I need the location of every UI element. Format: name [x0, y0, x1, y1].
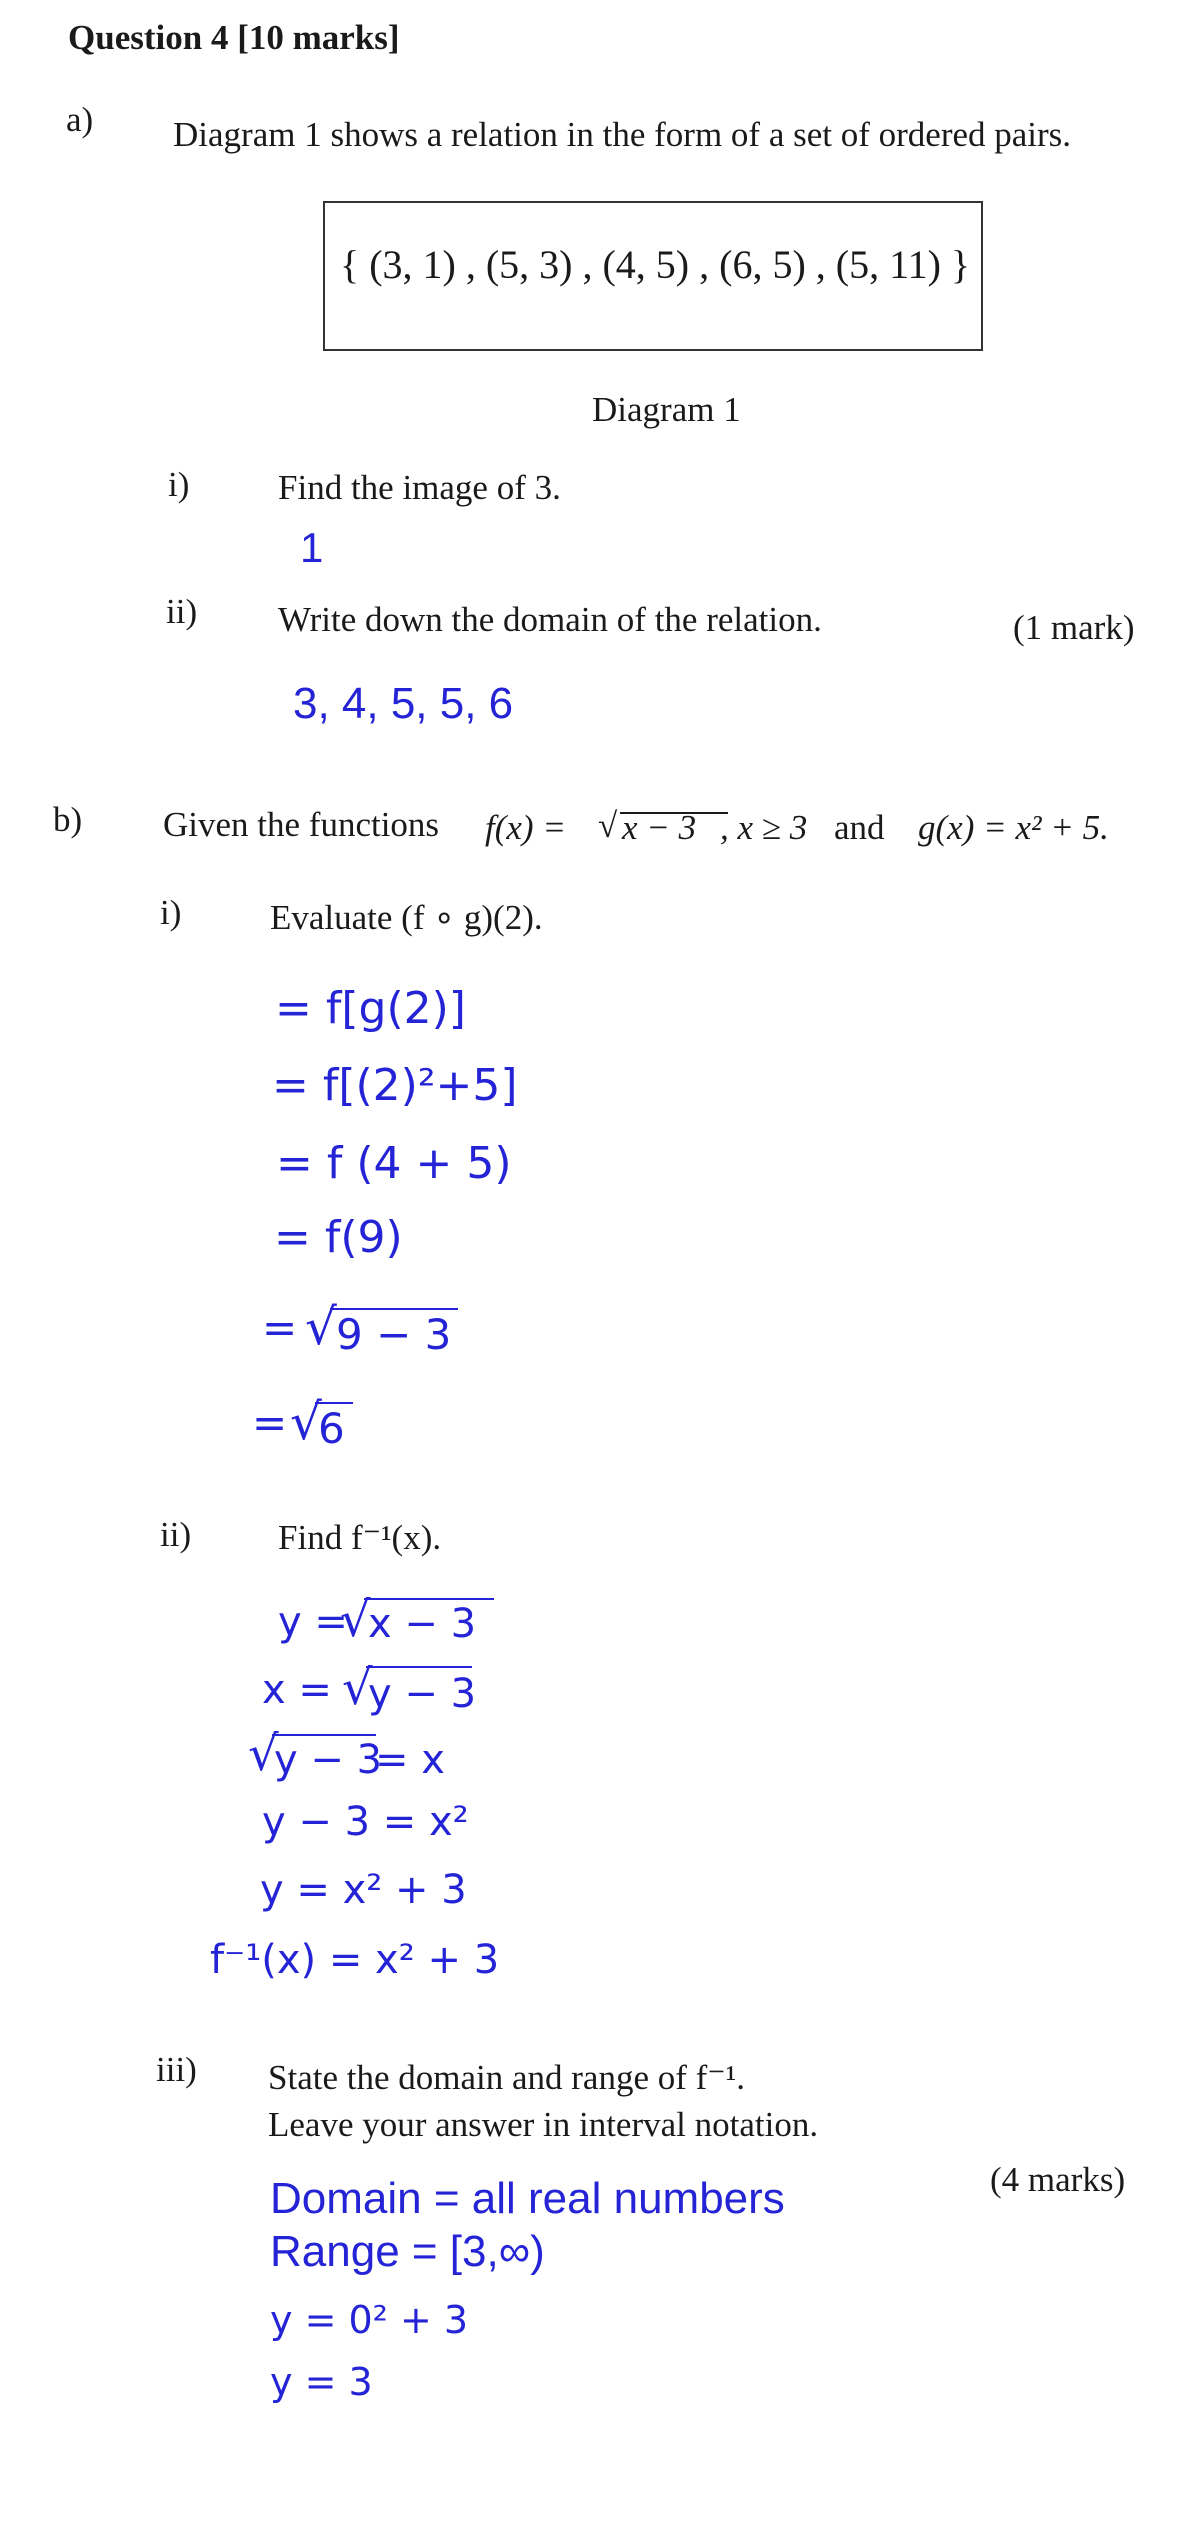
- sqrt-symbol-work-5: √: [305, 1298, 337, 1356]
- b-ii-work-1-lhs: y =: [278, 1599, 348, 1645]
- b-ii-work-3-rhs: = x: [375, 1737, 445, 1783]
- b-i-work-4: = f(9): [274, 1212, 403, 1263]
- b-i-work-2: = f[(2)²+5]: [272, 1060, 518, 1111]
- a-i-label: i): [168, 465, 190, 504]
- b-iii-label: iii): [156, 2050, 197, 2089]
- a-i-answer: 1: [300, 524, 324, 571]
- a-ii-question: Write down the domain of the relation.: [278, 600, 822, 639]
- b-ii-work-2-lhs: x =: [262, 1667, 332, 1713]
- b-iii-question-line1: State the domain and range of f⁻¹.: [268, 2058, 746, 2097]
- ii-2-radical-bar: [366, 1666, 472, 1668]
- and-word: and: [834, 808, 885, 847]
- b-i-label: i): [160, 893, 182, 932]
- b-i-work-6-eq: =: [252, 1398, 288, 1447]
- part-b-label: b): [53, 800, 83, 839]
- b-i-work-5-rad: 9 − 3: [336, 1310, 452, 1359]
- sqrt-symbol-ii-1: √: [340, 1592, 371, 1648]
- f-definition-lhs: f(x) =: [485, 808, 566, 847]
- b-iii-work-1: y = 0² + 3: [270, 2298, 469, 2342]
- b-ii-question: Find f⁻¹(x).: [278, 1518, 442, 1557]
- ii-3-radical-bar: [272, 1734, 376, 1736]
- range-answer: Range = [3,∞): [270, 2227, 545, 2276]
- b-i-question: Evaluate (f ∘ g)(2).: [270, 898, 543, 937]
- b-iii-marks: (4 marks): [990, 2160, 1126, 2199]
- a-i-question: Find the image of 3.: [278, 468, 561, 507]
- b-ii-work-4: y − 3 = x²: [262, 1799, 469, 1845]
- a-ii-answer: 3, 4, 5, 5, 6: [293, 679, 514, 728]
- f-radicand: x − 3: [622, 808, 697, 847]
- b-iii-work-2: y = 3: [270, 2360, 373, 2404]
- b-ii-work-3-rad: y − 3: [274, 1737, 383, 1783]
- ii-1-radical-bar: [364, 1598, 494, 1600]
- g-definition: g(x) = x² + 5.: [918, 808, 1109, 847]
- b-i-work-5-eq: =: [262, 1303, 298, 1352]
- b-i-work-3: = f (4 + 5): [276, 1138, 512, 1189]
- b-ii-work-1-rad: x − 3: [368, 1601, 477, 1647]
- sqrt-symbol-f: √: [598, 806, 618, 845]
- domain-answer: Domain = all real numbers: [270, 2174, 785, 2223]
- b-i-work-6-rad: 6: [318, 1404, 345, 1453]
- b-ii-work-5: y = x² + 3: [260, 1867, 467, 1913]
- sqrt-symbol-ii-3: √: [248, 1726, 279, 1782]
- a-ii-label: ii): [166, 592, 198, 631]
- diagram-caption: Diagram 1: [592, 390, 741, 429]
- a-ii-marks: (1 mark): [1013, 608, 1135, 647]
- part-b-intro: Given the functions: [163, 805, 440, 844]
- sqrt-symbol-ii-2: √: [342, 1660, 373, 1716]
- question-title: Question 4 [10 marks]: [68, 18, 400, 57]
- relation-set: { (3, 1) , (5, 3) , (4, 5) , (6, 5) , (5, 11) }: [340, 242, 971, 287]
- part-a-label: a): [66, 100, 94, 139]
- b-ii-work-6: f⁻¹(x) = x² + 3: [210, 1937, 500, 1983]
- b-iii-question-line2: Leave your answer in interval notation.: [268, 2105, 819, 2144]
- b-ii-label: ii): [160, 1515, 192, 1554]
- b-ii-work-2-rad: y − 3: [368, 1671, 477, 1717]
- f-condition: , x ≥ 3: [720, 808, 808, 847]
- b-i-work-1: = f[g(2)]: [275, 983, 466, 1034]
- part-a-intro: Diagram 1 shows a relation in the form of a set of ordered pairs.: [173, 115, 1072, 154]
- sqrt-symbol-work-6: √: [290, 1393, 322, 1451]
